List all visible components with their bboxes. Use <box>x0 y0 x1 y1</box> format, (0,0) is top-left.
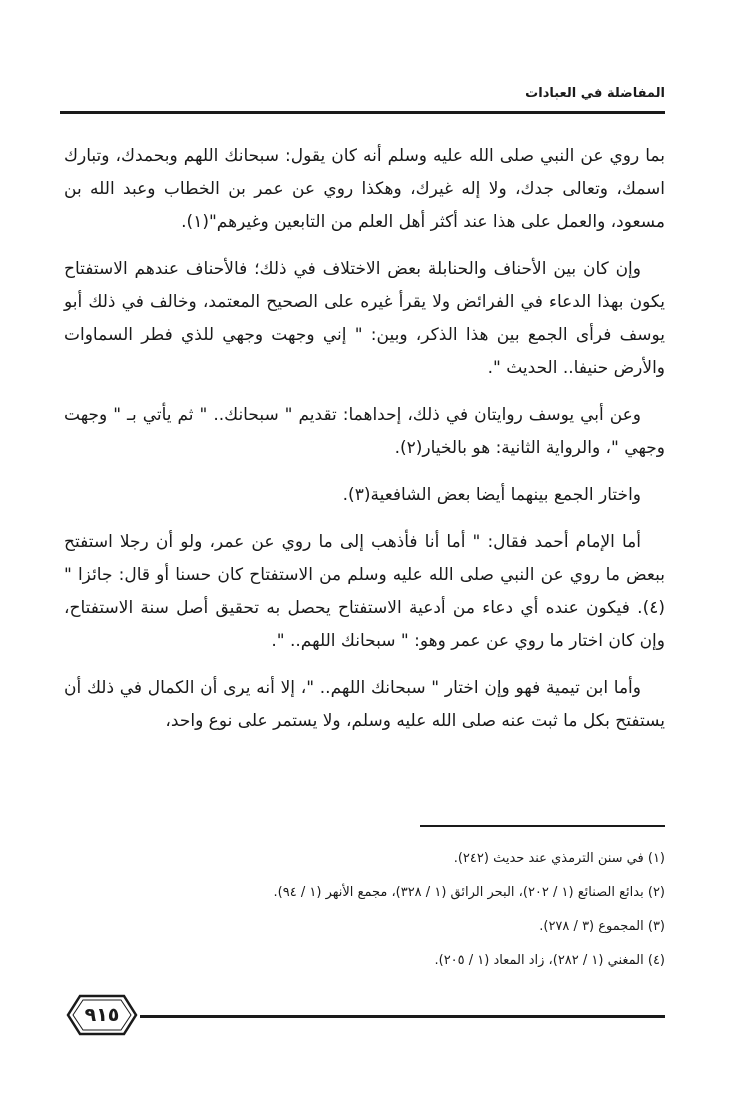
footnote-divider <box>420 825 665 827</box>
footnotes <box>64 842 665 978</box>
footer-divider <box>140 1015 665 1018</box>
footnote-1: (١) في سنن الترمذي عند حديث (٢٤٢). <box>453 851 665 866</box>
paragraph-3: وعن أبي يوسف روايتان في ذلك، إحداهما: تقديم " سبحانك.. " ثم يأتي بـ " وجهت وجهي "، والرواية الثانية: هو بالخيار(٢). <box>64 405 665 458</box>
paragraph-1: بما روي عن النبي صلى الله عليه وسلم أنه كان يقول: سبحانك اللهم وبحمدك، وتبارك اسمك، وتعالى جدك، ولا إله غيرك، وهكذا روي عن عمر بن الخطاب وعبد الله بن مسعود، والعمل على هذا عند أكثر أهل العلم من التابعين وغيرهم"(١). <box>64 146 665 232</box>
header-divider <box>60 111 665 114</box>
page-number-badge <box>66 994 138 1036</box>
paragraph-2: وإن كان بين الأحناف والحنابلة بعض الاختلاف في ذلك؛ فالأحناف عندهم الاستفتاح يكون بهذا الدعاء في الفرائض ولا يقرأ غيره على الصحيح المعتمد، وخالف في ذلك أبو يوسف فرأى الجمع بين هذا الذكر، وبين: " إني وجهت وجهي للذي فطر السماوات والأرض حنيفا.. الحديث ". <box>64 259 665 378</box>
body-text <box>64 140 665 752</box>
paragraph-5: أما الإمام أحمد فقال: " أما أنا فأذهب إلى ما روي عن عمر، ولو أن رجلا استفتح ببعض ما روي عن النبي صلى الله عليه وسلم من الاستفتاح كان حسنا أو قال: جائزا " (٤). فيكون عنده أي دعاء من أدعية الاستفتاح يحصل به تحقيق أصل سنة الاستفتاح، وإن كان اختار ما روي عن عمر وهو: " سبحانك اللهم.. ". <box>64 532 665 651</box>
paragraph-6: وأما ابن تيمية فهو وإن اختار " سبحانك اللهم.. "، إلا أنه يرى أن الكمال في ذلك أن يستفتح بكل ما ثبت عنه صلى الله عليه وسلم، ولا يستمر على نوع واحد، <box>64 678 665 731</box>
footnote-2: (٢) بدائع الصنائع (١ / ٢٠٢)، البحر الرائق (١ / ٣٢٨)، مجمع الأنهر (١ / ٩٤). <box>273 885 665 900</box>
footnote-3: (٣) المجموع (٣ / ٢٧٨). <box>539 919 665 934</box>
paragraph-4: واختار الجمع بينهما أيضا بعض الشافعية(٣). <box>342 485 641 505</box>
running-header-title: المفاضلة في العبادات <box>525 86 665 101</box>
page-number: ٩١٥ <box>84 1004 120 1026</box>
footnote-4: (٤) المغني (١ / ٢٨٢)، زاد المعاد (١ / ٢٠٥). <box>434 953 665 968</box>
